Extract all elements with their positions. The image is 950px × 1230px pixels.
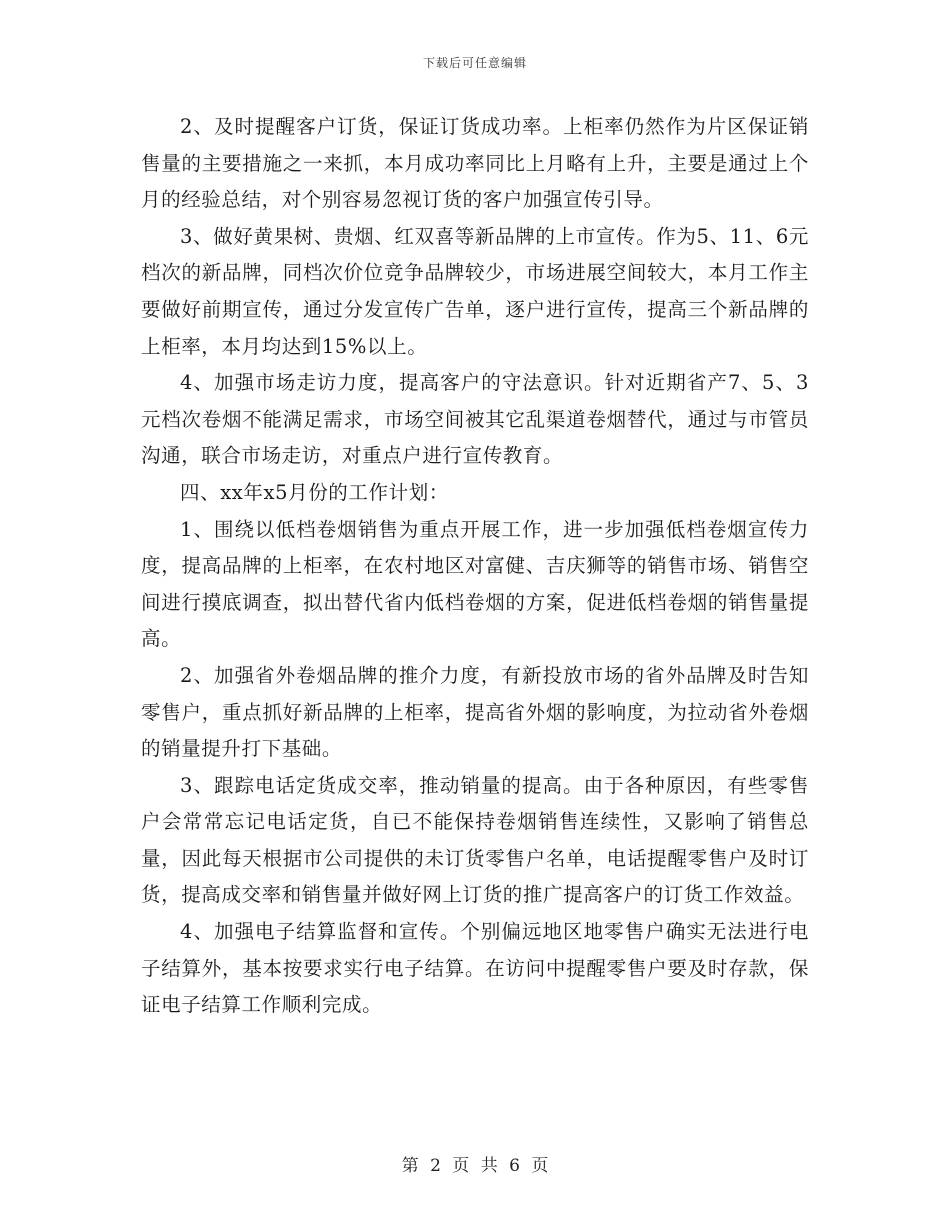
paragraph-item-4: 4、加强市场走访力度，提高客户的守法意识。针对近期省产7、5、3元档次卷烟不能满足需求，市场空间被其它乱渠道卷烟替代，通过与市管员沟通，联合市场走访，对重点户进行宣传教育。 bbox=[141, 371, 809, 468]
paragraph-item-3: 3、做好黄果树、贵烟、红双喜等新品牌的上市宣传。作为5、11、6元档次的新品牌，同档次价位竞争品牌较少，市场进展空间较大，本月工作主要做好前期宣传，通过分发宣传广告单，逐户进行宣传，提高三个新品牌的上柜率，本月均达到15%以上。 bbox=[141, 224, 809, 358]
plan-item-4: 4、加强电子结算监督和宣传。个别偏远地区地零售户确实无法进行电子结算外，基本按要求实行电子结算。在访问中提醒零售户要及时存款，保证电子结算工作顺利完成。 bbox=[141, 920, 809, 1017]
paragraph-item-2: 2、及时提醒客户订货，保证订货成功率。上柜率仍然作为片区保证销售量的主要措施之一来抓，本月成功率同比上月略有上升，主要是通过上个月的经验总结，对个别容易忽视订货的客户加强宣传引导。 bbox=[141, 115, 809, 212]
plan-item-2: 2、加强省外卷烟品牌的推介力度，有新投放市场的省外品牌及时告知零售户，重点抓好新品牌的上柜率，提高省外烟的影响度，为拉动省外卷烟的销量提升打下基础。 bbox=[141, 663, 809, 761]
download-edit-note: 下载后可任意编辑 bbox=[422, 56, 527, 70]
document-body bbox=[141, 109, 809, 1024]
plan-item-3: 3、跟踪电话定货成交率，推动销量的提高。由于各种原因，有些零售户会常常忘记电话定货，自已不能保持卷烟销售连续性，又影响了销售总量，因此每天根据市公司提供的未订货零售户名单，电话提醒零售户及时订货，提高成交率和销售量并做好网上订货的推广提高客户的订货工作效益。 bbox=[141, 773, 809, 907]
page-number-footer: 第 2 页 共 6 页 bbox=[401, 1156, 549, 1176]
plan-item-1: 1、围绕以低档卷烟销售为重点开展工作，进一步加强低档卷烟宣传力度，提高品牌的上柜率，在农村地区对富健、吉庆狮等的销售市场、销售空间进行摸底调查，拟出替代省内低档卷烟的方案，促进低档卷烟的销售量提高。 bbox=[141, 517, 809, 651]
section-heading-work-plan: 四、xx年x5月份的工作计划： bbox=[180, 480, 449, 504]
